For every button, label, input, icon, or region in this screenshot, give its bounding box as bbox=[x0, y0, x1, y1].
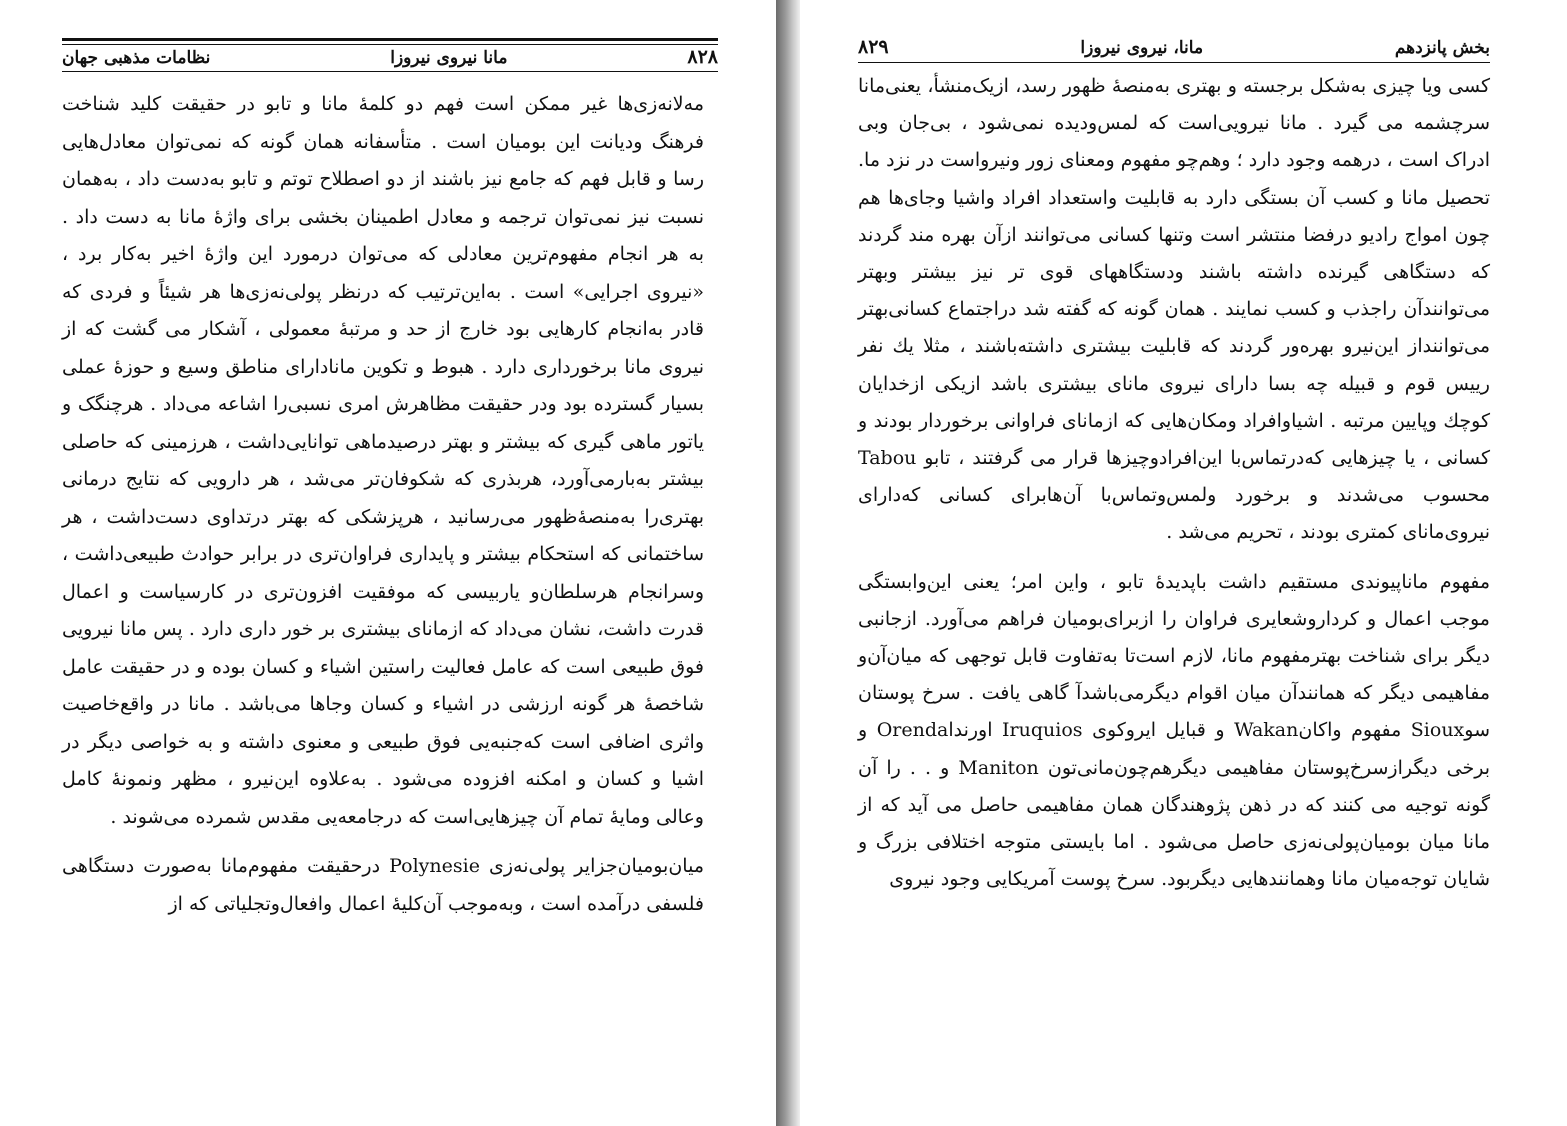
left-page bbox=[0, 0, 776, 1126]
right-page-header bbox=[858, 24, 1490, 60]
header-rule-thick bbox=[62, 38, 718, 41]
left-page-body bbox=[62, 86, 704, 923]
header-rule-bottom bbox=[858, 62, 1490, 63]
running-title-center: مانا نیروی نیروزا bbox=[390, 48, 508, 68]
paragraph: مه‌لانه‌زی‌ها غیر ممکن است فهم دو کلمهٔ مانا و تابو در حقیقت کلید شناخت فرهنگ ودیانت این بومیان است . متأسفانه همان گونه که نمی‌توان معادل‌هایی رسا و قابل فهم که جامع نیز باشند از دو اصطلاح توتم و تابو به‌دست داد ، به‌همان نسبت نیز نمی‌توان ترجمه و معادل اطمینان بخشی برای واژهٔ مانا به دست داد . به هر انجام مفهوم‌ترین معادلی که می‌توان درمورد این واژهٔ اخیر به‌کار برد ، «نیروی اجرایی» است . به‌این‌ترتیب که درنظر پولی‌نه‌زی‌ها هر شیئاً و فردی که قادر به‌انجام کارهایی بود خارج از حد و مرتبهٔ معمولی ، آشکار می گشت که از نیروی مانا برخورداری دارد . هبوط و تکوین مانادارای مناطق وسیع و حوزهٔ عملی بسیار گسترده بود ودر حقیقت مظاهرش امری نسبی‌را اشاعه می‌داد . هرچنگک و یاتور ماهی گیری که بیشتر و بهتر درصیدماهی توانایی‌داشت ، هرزمینی که حاصلی بیشتر به‌بارمی‌آورد، هربذری که شکوفان‌تر می‌شد ، هر دارویی که نتایج درمانی بهتری‌را به‌منصهٔ‌ظهور می‌رسانید ، هرپزشکی که بهتر درتداوی دست‌داشت ، هر ساختمانی که استحکام بیشتر و پایداری فراوان‌تری در برابر حوادث طبیعی‌داشت ، وسرانجام هرسلطان‌و یاربیسی که موفقیت افزون‌تری در کارسیاست و اعمال قدرت داشت، نشان می‌داد که ازمانای بیشتری بر خور داری دارد . پس مانا نیرویی فوق طبیعی است که عامل فعالیت راستین اشیاء و کسان بوده و در حقیقت عامل شاخصهٔ هر گونه ارزشی در اشیاء و کسان وجاها می‌باشد . مانا در واقع‌خاصیت واثری اضافی است که‌جنبه‌یی فوق طبیعی و معنوی داشته و به خواصی دیگر در اشیا و کسان و امکنه افزوده می‌شود . به‌علاوه این‌نیرو ، مظهر ونمونهٔ کامل وعالی ومایهٔ تمام آن چیزهایی‌است که درجامعه‌یی مقدس شمرده می‌شوند . bbox=[62, 93, 704, 828]
paragraph: مفهوم مانا‌پیوندی مستقیم داشت باپدیدهٔ تابو ، واین امر؛ یعنی این‌وابستگی موجب اعمال و کرداروشعایری فراوان را ازبرای‌بومیان فراهم می‌آورد. ازجانبی دیگر برای شناخت بهترمفهوم مانا، لازم است‌تا به‌تفاوت قابل توجهی که میان‌آن‌و مفاهیمی دیگر که همانندآن میان اقوام دیگرمی‌باشدآ گاهی یافت . سرخ پوستان سوSioux مفهوم واکانWakan و قبایل ایروکوی Iruquios اورنداOrenda و برخی دیگرازسرخ‌پوستان مفاهیمی دیگرهم‌چون‌مانی‌تون Maniton و . . را آن گونه توجیه می کنند که در ذهن پژوهندگان همان مفاهیمی حاصل می آید که از مانا میان بومیان‌پولی‌نه‌زی حاصل می‌شود . اما بایستی متوجه اختلافی بزرگ و شایان توجه‌میان مانا وهمانندهایی دیگربود. سرخ پوست آمریکایی وجود نیروی bbox=[858, 570, 1491, 891]
running-title-outer: نظامات مذهبی جهان bbox=[62, 48, 211, 68]
right-page bbox=[800, 0, 1567, 1126]
page-number: ۸۲۸ bbox=[687, 46, 718, 68]
right-page-body bbox=[858, 68, 1490, 898]
left-page-header bbox=[62, 34, 718, 70]
book-gutter bbox=[776, 0, 800, 1126]
paragraph: میان‌بومیان‌جزایر پولی‌نه‌زی Polynesie درحقیقت مفهوم‌مانا به‌صورت دستگاهی فلسفی درآمده است ، وبه‌موجب آن‌کلیهٔ اعمال وافعال‌وتجلیاتی که از bbox=[62, 855, 704, 915]
header-rule-bottom bbox=[62, 71, 718, 72]
paragraph: کسی ویا چیزی به‌شکل برجسته و بهتری به‌منصهٔ ظهور رسد، ازیک‌منشأ، یعنی‌مانا سرچشمه می گیرد . مانا نیرویی‌است که لمس‌ودیده نمی‌شود ، بی‌جان وبی ادراک است ، درهمه وجود دارد ؛ وهم‌چو مفهوم ومعنای زور ونیرواست در نزد ما. تحصیل مانا و کسب آن بستگی دارد به قابلیت واستعداد افراد واشیا وجای‌ها هم چون امواج رادیو درفضا منتشر است وتنها کسانی می‌توانند ازآن بهره مند گردند که دستگاهی گیرنده داشته باشند ودستگاههای قوی تر نیز بیشتر وبهتر می‌توانند‌آن راجذب و کسب نمایند . همان گونه که گفته شد دراجتماع کسانی‌بهتر می‌توانند‌از این‌نیرو بهره‌ور گردند که قابلیت بیشتری داشته‌باشند ، مثلا یك نفر رییس قوم و قبیله چه بسا دارای نیروی مانای بیشتری باشد ازیکی ازخدایان کوچك وپایین مرتبه . اشیاوافراد ومکان‌هایی که ازمانای فراوانی برخوردار بودند و کسانی ، یا چیزهایی که‌درتماس‌با این‌افرادوچیزها قرار می گرفتند ، تابو Tabou محسوب می‌شدند و برخورد ولمس‌وتماس‌با آن‌ها‌برای کسانی که‌دارای نیروی‌مانای کمتری بودند ، تحریم می‌شد . bbox=[858, 75, 1490, 544]
running-title-center: مانا، نیروی نیروزا bbox=[1080, 38, 1204, 58]
header-rule-thin bbox=[62, 44, 718, 45]
running-title-outer: بخش پانزدهم bbox=[1394, 38, 1490, 58]
page-number: ۸۲۹ bbox=[858, 36, 889, 58]
